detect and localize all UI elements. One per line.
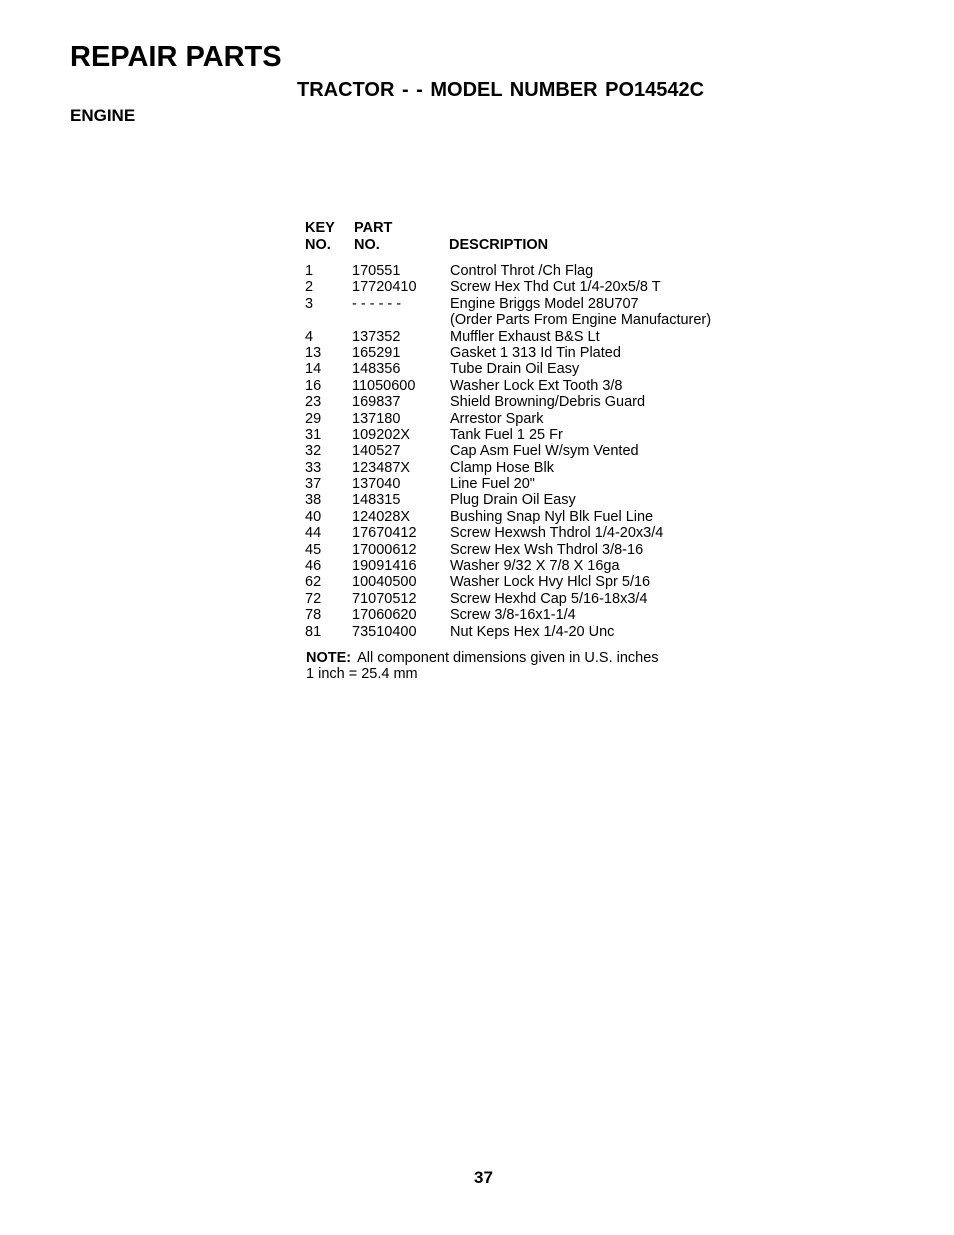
description-line: Screw Hex Wsh Thdrol 3/8-16 xyxy=(450,541,644,558)
key-no-cell: 31 xyxy=(305,426,322,443)
table-row xyxy=(305,492,711,508)
description-cell xyxy=(450,476,535,492)
table-row xyxy=(305,542,711,558)
key-no-cell: 23 xyxy=(305,394,322,411)
description-cell xyxy=(450,411,543,427)
table-row xyxy=(305,558,711,574)
part-no-cell: 73510400 xyxy=(352,623,417,640)
key-no-cell: 32 xyxy=(305,443,322,460)
table-row xyxy=(305,296,711,329)
key-no-cell: 78 xyxy=(305,607,322,624)
description-line: Muffler Exhaust B&S Lt xyxy=(450,328,600,345)
description-line: Screw Hexwsh Thdrol 1/4-20x3/4 xyxy=(450,525,664,542)
description-cell xyxy=(450,591,647,607)
description-line: Cap Asm Fuel W/sym Vented xyxy=(450,443,639,460)
part-no-cell: 123487X xyxy=(352,459,411,476)
note-conversion: 1 inch = 25.4 mm xyxy=(306,666,418,683)
key-no-cell: 72 xyxy=(305,590,322,607)
page-title: REPAIR PARTS xyxy=(70,41,282,73)
key-no-cell: 2 xyxy=(305,279,314,296)
description-cell xyxy=(450,443,639,459)
description-line: Washer Lock Hvy Hlcl Spr 5/16 xyxy=(450,574,651,591)
table-row xyxy=(305,574,711,590)
description-line: Clamp Hose Blk xyxy=(450,459,554,476)
description-header xyxy=(449,220,548,254)
description-cell xyxy=(450,558,620,574)
description-cell xyxy=(450,296,711,329)
key-no-cell: 13 xyxy=(305,344,322,361)
description-line: Engine Briggs Model 28U707 xyxy=(450,295,639,312)
part-header-top: PART xyxy=(354,220,393,236)
part-no-cell: 71070512 xyxy=(352,590,417,607)
table-row xyxy=(305,411,711,427)
part-no-cell: - - - - - - xyxy=(352,295,402,312)
table-row xyxy=(305,607,711,623)
description-line: Screw Hex Thd Cut 1/4-20x5/8 T xyxy=(450,279,661,296)
page-number: 37 xyxy=(474,1168,493,1187)
part-no-cell: 11050600 xyxy=(352,377,416,394)
note xyxy=(306,650,659,683)
description-line: Tank Fuel 1 25 Fr xyxy=(450,426,563,443)
part-header-bottom: NO. xyxy=(354,237,380,253)
table-row xyxy=(305,509,711,525)
key-no-cell: 45 xyxy=(305,541,322,558)
description-line: Plug Drain Oil Easy xyxy=(450,492,576,509)
key-no-cell: 40 xyxy=(305,508,322,525)
key-no-cell: 33 xyxy=(305,459,322,476)
description-line: Arrestor Spark xyxy=(450,410,544,427)
model-title: TRACTOR - - MODEL NUMBER PO14542C xyxy=(297,79,705,101)
description-line: Tube Drain Oil Easy xyxy=(450,361,580,378)
description-cell xyxy=(450,427,563,443)
part-no-cell: 124028X xyxy=(352,508,411,525)
description-cell xyxy=(450,525,663,541)
part-no-cell: 140527 xyxy=(352,443,401,460)
key-header-top: KEY xyxy=(305,220,335,236)
part-no-cell: 17060620 xyxy=(352,607,417,624)
key-no-cell: 3 xyxy=(305,295,314,312)
description-cell xyxy=(450,279,661,295)
key-no-cell: 1 xyxy=(305,263,314,279)
table-row xyxy=(305,443,711,459)
part-no-cell: 148315 xyxy=(352,492,401,509)
part-no-cell: 137180 xyxy=(352,410,401,427)
description-line: Gasket 1 313 Id Tin Plated xyxy=(450,344,621,361)
description-line: Washer 9/32 X 7/8 X 16ga xyxy=(450,558,620,575)
description-cell xyxy=(450,542,643,558)
key-no-cell: 37 xyxy=(305,476,322,493)
part-no-cell: 109202X xyxy=(352,426,411,443)
section-title: ENGINE xyxy=(70,106,136,125)
description-cell xyxy=(450,509,653,525)
table-row xyxy=(305,394,711,410)
part-no-cell: 10040500 xyxy=(352,574,417,591)
note-text: All component dimensions given in U.S. inches xyxy=(357,650,659,666)
description-line: Screw Hexhd Cap 5/16-18x3/4 xyxy=(450,590,648,607)
table-row xyxy=(305,378,711,394)
part-no-cell: 165291 xyxy=(352,344,401,361)
table-row xyxy=(305,624,711,640)
description-line: Bushing Snap Nyl Blk Fuel Line xyxy=(450,508,654,525)
description-line: Screw 3/8-16x1-1/4 xyxy=(450,607,576,624)
description-line: Control Throt /Ch Flag xyxy=(450,263,594,279)
part-no-cell: 17720410 xyxy=(352,279,417,296)
description-cell xyxy=(450,607,576,623)
table-header xyxy=(305,220,711,254)
description-header-label: DESCRIPTION xyxy=(449,237,549,253)
key-no-cell: 38 xyxy=(305,492,322,509)
key-no-cell: 44 xyxy=(305,525,322,542)
key-no-cell: 4 xyxy=(305,328,314,345)
part-no-cell: 169837 xyxy=(352,394,401,411)
table-row xyxy=(305,460,711,476)
description-cell xyxy=(450,345,621,361)
table-row xyxy=(305,329,711,345)
description-cell xyxy=(450,574,650,590)
key-no-cell: 62 xyxy=(305,574,322,591)
table-row xyxy=(305,525,711,541)
description-cell xyxy=(450,361,579,377)
table-row xyxy=(305,263,711,279)
part-no-cell: 19091416 xyxy=(352,558,417,575)
part-no-cell: 170551 xyxy=(352,263,401,279)
key-no-cell: 16 xyxy=(305,377,322,394)
key-no-cell: 29 xyxy=(305,410,322,427)
key-no-cell: 46 xyxy=(305,558,322,575)
key-no-cell: 81 xyxy=(305,623,322,640)
key-header-bottom: NO. xyxy=(305,237,331,253)
table-row xyxy=(305,427,711,443)
part-no-cell: 17000612 xyxy=(352,541,417,558)
description-line: Washer Lock Ext Tooth 3/8 xyxy=(450,377,623,394)
description-cell xyxy=(450,460,554,476)
table-row xyxy=(305,345,711,361)
table-row xyxy=(305,361,711,377)
parts-table xyxy=(305,220,711,640)
description-cell xyxy=(450,492,576,508)
part-no-cell: 137040 xyxy=(352,476,401,493)
description-line: Nut Keps Hex 1/4-20 Unc xyxy=(450,623,615,640)
description-cell xyxy=(450,394,645,410)
description-line: Line Fuel 20" xyxy=(450,476,535,493)
description-cell xyxy=(450,378,622,394)
table-row xyxy=(305,591,711,607)
description-line: Shield Browning/Debris Guard xyxy=(450,394,646,411)
key-no-header xyxy=(305,220,354,254)
part-no-cell: 17670412 xyxy=(352,525,417,542)
description-cell xyxy=(450,263,593,279)
part-no-cell: 137352 xyxy=(352,328,401,345)
table-row xyxy=(305,279,711,295)
part-no-cell: 148356 xyxy=(352,361,401,378)
table-row xyxy=(305,476,711,492)
key-no-cell: 14 xyxy=(305,361,322,378)
description-cell xyxy=(450,624,614,640)
description-line: (Order Parts From Engine Manufacturer) xyxy=(450,312,712,329)
table-rows xyxy=(305,263,711,640)
part-no-header xyxy=(354,220,449,254)
description-cell xyxy=(450,329,600,345)
note-label: NOTE: xyxy=(306,650,352,666)
